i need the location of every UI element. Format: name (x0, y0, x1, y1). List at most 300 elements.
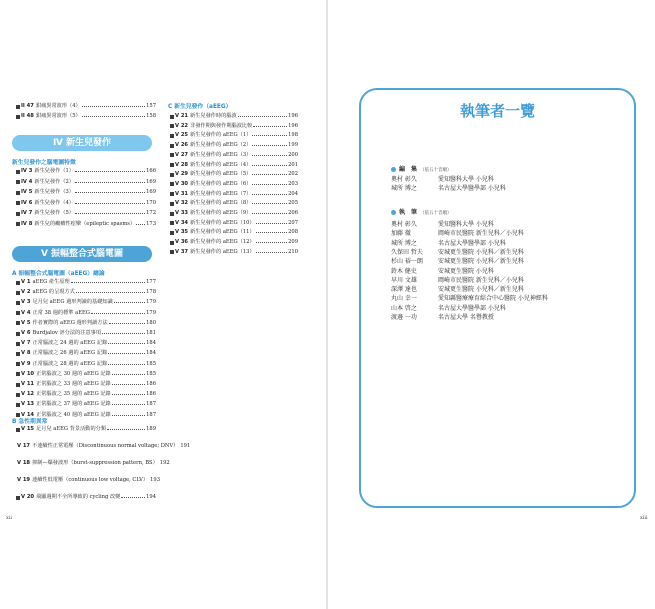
toc-entry-page: 209 (288, 239, 298, 246)
toc-entry-title: 足月兒 aEEG 背景活動的分類 (36, 426, 107, 432)
toc-entry-page: 204 (288, 190, 298, 197)
toc-entry (170, 239, 298, 246)
leader-dots (256, 222, 287, 224)
contributor-row (391, 240, 506, 248)
authors-note: （依五十音順） (420, 211, 452, 216)
square-bullet-icon (16, 311, 20, 315)
toc-entry-code: V 34 (175, 219, 189, 226)
toc-entry (16, 310, 156, 317)
toc-entry-page: 179 (146, 299, 156, 306)
toc-entry-title: 新生兒發作的 aEEG（9） (190, 210, 252, 216)
toc-entry-code: V 2 (21, 289, 31, 296)
leader-dots (136, 223, 145, 225)
toc-entry-title: 正常腦波之 40 週的 aEEG 記錄 (36, 411, 111, 418)
contributor-name: 山本 啓之 (391, 304, 417, 312)
contributor-affiliation: 安城更生醫院 小兒科／新生兒科 (438, 258, 524, 266)
toc-entry-code: V 33 (175, 210, 189, 216)
toc-entry-code: V 36 (175, 239, 189, 246)
square-bullet-icon (16, 222, 20, 226)
square-bullet-icon (16, 301, 20, 305)
toc-entry-title: 新生兒發作（2） (34, 178, 74, 185)
square-bullet-icon (16, 281, 20, 285)
contributor-row (391, 268, 494, 276)
contributor-name: 鈴木 健史 (391, 267, 417, 275)
page-number-left: xii (6, 515, 13, 521)
toc-entry-title: 正常腦波之 33 週的 aEEG 記錄 (36, 381, 111, 387)
leader-dots (112, 403, 145, 405)
toc-entry (16, 361, 156, 368)
contributor-name: 早川 文雄 (391, 276, 417, 284)
leader-dots (252, 202, 287, 204)
toc-entry-page: 185 (146, 370, 156, 377)
toc-entry-title: 新生兒發作的 aEEG（13） (190, 248, 255, 255)
square-bullet-icon (170, 212, 174, 216)
toc-entry-code: V 25 (175, 132, 189, 139)
toc-entry-page: 198 (288, 132, 298, 139)
toc-entry-title: 不連續性正常電壓（Discontinuous normal voltage; DNV） (32, 443, 179, 449)
toc-entry (16, 494, 156, 501)
square-bullet-icon (16, 170, 20, 174)
toc-entry-code: V 22 (175, 122, 189, 129)
page-number-right: xiii (640, 515, 648, 521)
leader-dots (252, 164, 287, 166)
contributor-affiliation: 安城更生醫院 小兒科／新生兒科 (438, 286, 524, 294)
section-v-banner: Ⅴ 振幅整合式腦電圖 (12, 246, 152, 262)
toc-entry-page: 178 (146, 289, 156, 296)
contributors-panel (359, 88, 636, 508)
toc-entry-title: 新生兒發作（1） (34, 168, 74, 174)
square-bullet-icon (170, 144, 174, 148)
toc-entry (170, 210, 298, 217)
toc-entry (16, 426, 156, 433)
leader-dots (112, 393, 145, 395)
leader-dots (252, 134, 287, 136)
toc-entry (16, 210, 156, 217)
square-bullet-icon (170, 182, 174, 186)
toc-entry-code: IV 7 (21, 210, 33, 216)
toc-entry-code: IV 5 (21, 189, 33, 195)
toc-entry-code: V 8 (21, 350, 31, 357)
toc-entry-page: 196 (288, 122, 298, 129)
toc-entry-page: 203 (288, 180, 298, 187)
toc-entry-page: 194 (146, 494, 156, 500)
square-bullet-icon (170, 124, 174, 128)
square-bullet-icon (16, 352, 20, 356)
toc-entry-page: 205 (288, 200, 298, 207)
leader-dots (252, 212, 287, 214)
contributor-row (391, 305, 506, 313)
toc-entry (16, 381, 156, 388)
contributor-name: 渡邊 一功 (391, 314, 417, 321)
toc-entry (170, 162, 298, 169)
square-bullet-icon (16, 191, 20, 195)
toc-entry-title: 正常腦波之 24 週的 aEEG 記錄 (32, 340, 108, 347)
toc-entry (16, 299, 156, 306)
book-spine (326, 0, 328, 609)
contributor-row (391, 230, 524, 238)
toc-entry-title: aEEG 產生原理 (32, 279, 70, 285)
toc-entry (16, 113, 156, 120)
leader-dots (114, 301, 145, 303)
toc-entry-title: 新生兒發作的 aEEG（2） (190, 142, 252, 149)
leader-dots (75, 170, 145, 172)
toc-entry (16, 221, 156, 228)
leader-dots (252, 154, 287, 156)
toc-entry-title: 新生兒發作時的腦波 (190, 113, 237, 119)
square-bullet-icon (16, 212, 20, 216)
toc-entry-code: V 15 (21, 426, 35, 432)
toc-entry-title: 飛顯週期不全所導致的 cycling 改變 (36, 494, 121, 500)
contributor-row (391, 258, 524, 266)
contributor-row (391, 286, 524, 294)
toc-entry (16, 103, 156, 110)
leader-dots (121, 496, 145, 498)
leader-dots (109, 322, 145, 324)
toc-entry-title: Burdjalov 評分法的注意事項 (32, 330, 101, 336)
toc-entry-code: V 11 (21, 381, 35, 387)
toc-entry-code: V 29 (175, 171, 189, 178)
toc-entry-title: 新生兒的癲癇性痙攣（epileptic spasms） (34, 220, 136, 227)
toc-entry-title: 連續性低電壓（continuous low voltage, CLV） (32, 477, 149, 483)
square-bullet-icon (16, 342, 20, 346)
toc-entry (16, 320, 156, 327)
bullet-icon (391, 167, 396, 172)
toc-entry-page: 199 (288, 142, 298, 149)
contributor-affiliation: 名古屋大學醫學部 小兒科 (438, 239, 506, 247)
toc-entry-code: V 6 (21, 330, 31, 336)
toc-entry-code: V 28 (175, 161, 189, 168)
toc-entry (170, 191, 298, 198)
square-bullet-icon (16, 496, 20, 500)
toc-entry (16, 477, 161, 484)
toc-entry-code: V 3 (21, 299, 31, 306)
toc-entry (16, 168, 156, 175)
square-bullet-icon (16, 403, 20, 407)
toc-entry-title: 足月兒 aEEG 週形判讀的基礎知識 (32, 299, 113, 306)
toc-entry-title: 正常腦波之 37 週的 aEEG 記錄 (36, 401, 111, 408)
toc-entry (16, 289, 156, 296)
leader-dots (108, 342, 145, 344)
toc-entry-title: 新生兒發作（4） (34, 199, 74, 206)
toc-entry (170, 132, 298, 139)
toc-entry-page: 177 (146, 279, 156, 285)
contributor-row (391, 249, 524, 257)
square-bullet-icon (170, 221, 174, 225)
toc-entry (16, 200, 156, 207)
contributor-name: 奧村 彰久 (391, 176, 417, 183)
toc-entry-code: IV 3 (21, 168, 33, 174)
contributor-affiliation: 岡崎市民醫院 新生兒科／小兒科 (438, 276, 524, 284)
section-v-subhead-a: A 振幅整合式腦電圖（aEEG）總論 (12, 271, 105, 277)
toc-entry-code: V 18 (17, 460, 31, 466)
leader-dots (75, 181, 145, 183)
square-bullet-icon (16, 383, 20, 387)
section-iv-banner: Ⅳ 新生兒發作 (12, 135, 152, 151)
contributor-row (391, 295, 548, 303)
square-bullet-icon (16, 321, 20, 325)
authors-label: 執 筆 (399, 209, 418, 216)
square-bullet-icon (16, 105, 20, 109)
toc-entry (170, 181, 298, 188)
toc-entry-page: 187 (146, 411, 156, 418)
toc-entry-page: 157 (146, 103, 156, 109)
toc-entry-code: V 13 (21, 401, 35, 408)
square-bullet-icon (170, 192, 174, 196)
leader-dots (108, 352, 145, 354)
editors-note: （依五十音順） (420, 168, 452, 173)
square-bullet-icon (170, 241, 174, 245)
toc-entry-code: V 21 (175, 113, 189, 119)
leader-dots (112, 414, 145, 416)
contributor-name: 久保田 哲夫 (391, 248, 423, 256)
toc-entry-page: 189 (146, 426, 156, 432)
toc-entry (170, 123, 298, 130)
leader-dots (252, 173, 287, 175)
bullet-icon (391, 210, 396, 215)
toc-entry-page: 207 (288, 219, 298, 226)
toc-entry-title: 抑制—爆發波形（burst-suppression pattern, BS） (32, 460, 158, 466)
toc-entry-page: 166 (146, 168, 156, 174)
toc-entry-page: 202 (288, 171, 298, 178)
leader-dots (102, 332, 145, 334)
contributor-name: 丸山 幸一 (391, 295, 417, 303)
toc-entry-title: 正常腦波之 35 週的 aEEG 記錄 (36, 391, 111, 398)
toc-entry-page: 170 (146, 199, 156, 206)
section-v-subhead-b: B 急性期異常 (12, 419, 48, 425)
leader-dots (82, 115, 145, 117)
toc-entry-title: 正常 38 週的標準 aEEG (32, 309, 90, 316)
toc-entry (16, 179, 156, 186)
contributor-affiliation: 名古屋大學醫學部 小兒科 (438, 304, 506, 312)
editors-heading (391, 164, 452, 173)
contributor-row (391, 185, 506, 193)
toc-entry-title: 新生兒發作的 aEEG（4） (190, 161, 252, 168)
toc-entry-title: 鉗痛異常波形（4） (35, 103, 81, 109)
contributor-name: 城所 博之 (391, 239, 417, 247)
square-bullet-icon (170, 231, 174, 235)
leader-dots (112, 373, 145, 375)
square-bullet-icon (16, 115, 20, 119)
square-bullet-icon (16, 428, 20, 432)
toc-entry-title: 正常腦波之 30 週的 aEEG 記錄 (36, 370, 111, 377)
toc-entry (170, 142, 298, 149)
toc-entry (170, 152, 298, 159)
leader-dots (108, 363, 145, 365)
toc-entry (170, 171, 298, 178)
square-bullet-icon (16, 332, 20, 336)
leader-dots (253, 125, 287, 127)
toc-entry-code: V 20 (21, 494, 35, 500)
contributor-affiliation: 安城更生醫院 小兒科／新生兒科 (438, 248, 524, 256)
toc-entry-code: IV 4 (21, 178, 33, 185)
contributors-title: 執筆者一覽 (459, 102, 535, 120)
toc-entry-title: 新生兒發作的 aEEG（12） (190, 239, 255, 246)
toc-entry-title: 新生兒發作（5） (34, 210, 74, 216)
toc-entry-code: II 48 (21, 113, 34, 119)
toc-entry-page: 210 (288, 248, 298, 255)
contributor-affiliation: 岡崎市民醫院 新生兒科／小兒科 (438, 230, 524, 238)
square-bullet-icon (16, 291, 20, 295)
contributor-name: 奧村 彰久 (391, 221, 417, 228)
contributor-name: 深澤 達也 (391, 286, 417, 294)
square-bullet-icon (170, 115, 174, 119)
toc-entry-page: 193 (150, 477, 161, 483)
contributor-row (391, 221, 494, 229)
contributor-affiliation: 愛知醫科大學 小兒科 (438, 221, 494, 228)
section-c-subhead: C 新生兒發作（aEEG） (168, 104, 232, 110)
square-bullet-icon (170, 202, 174, 206)
toc-entry (170, 200, 298, 207)
toc-entry-title: 鉗痛異常波形（5） (35, 113, 81, 119)
leader-dots (256, 251, 287, 253)
toc-entry-code: V 30 (175, 180, 189, 187)
toc-entry-page: 200 (288, 151, 298, 158)
leader-dots (91, 312, 145, 314)
toc-entry-page: 191 (180, 443, 191, 449)
leader-dots (252, 183, 287, 185)
square-bullet-icon (170, 134, 174, 138)
toc-entry-code: V 37 (175, 248, 189, 255)
leader-dots (76, 291, 145, 293)
square-bullet-icon (16, 393, 20, 397)
square-bullet-icon (170, 173, 174, 177)
toc-entry-page: 185 (146, 360, 156, 367)
toc-entry (16, 443, 191, 450)
contributor-row (391, 176, 494, 184)
toc-entry-title: 新生兒發作的 aEEG（1） (190, 132, 252, 139)
toc-entry-code: IV 6 (21, 199, 33, 206)
toc-entry-code: V 32 (175, 200, 189, 207)
toc-entry-title: 非發作期與發作期腦波比較 (190, 122, 253, 129)
toc-entry-page: 181 (146, 330, 156, 336)
square-bullet-icon (170, 250, 174, 254)
contributor-name: 城所 博之 (391, 184, 417, 192)
contributor-affiliation: 名古屋大學醫學部 小兒科 (438, 184, 506, 192)
leader-dots (256, 231, 287, 233)
toc-entry-page: 187 (146, 401, 156, 408)
contributor-affiliation: 愛知醫科大學 小兒科 (438, 176, 494, 183)
square-bullet-icon (16, 201, 20, 205)
toc-entry-page: 169 (146, 189, 156, 195)
toc-entry-title: 正常腦波之 28 週的 aEEG 記錄 (32, 360, 108, 367)
square-bullet-icon (16, 372, 20, 376)
leader-dots (112, 383, 145, 385)
square-bullet-icon (170, 153, 174, 157)
toc-entry-page: 180 (146, 319, 156, 326)
toc-entry (16, 350, 156, 357)
leader-dots (252, 193, 287, 195)
leader-dots (238, 115, 287, 117)
toc-entry-code: V 5 (21, 319, 31, 326)
contributor-affiliation: 名古屋大學 名譽教授 (438, 314, 494, 321)
toc-entry (16, 279, 156, 286)
leader-dots (82, 105, 145, 107)
toc-entry-page: 201 (288, 161, 298, 168)
leader-dots (107, 428, 145, 430)
leader-dots (75, 191, 145, 193)
toc-entry-code: V 26 (175, 142, 189, 149)
toc-entry-code: V 19 (17, 477, 31, 483)
editors-label: 編 集 (399, 166, 418, 173)
toc-entry-page: 158 (146, 113, 156, 119)
toc-entry-code: II 47 (21, 103, 34, 109)
square-bullet-icon (170, 163, 174, 167)
section-iv-subhead: 新生兒發作之腦電圖特徵 (12, 160, 76, 166)
toc-entry-title: aEEG 的呈現方式 (32, 289, 75, 296)
leader-dots (256, 241, 287, 243)
toc-entry-code: V 35 (175, 229, 189, 236)
toc-entry-code: V 27 (175, 151, 189, 158)
toc-entry-code: V 1 (21, 279, 31, 285)
toc-entry-page: 206 (288, 210, 298, 216)
toc-entry-code: IV 8 (21, 220, 33, 227)
toc-entry-page: 186 (146, 381, 156, 387)
toc-entry-page: 173 (146, 220, 156, 227)
toc-entry-code: V 14 (21, 411, 35, 418)
leader-dots (75, 202, 145, 204)
toc-entry-title: 新生兒發作的 aEEG（7） (190, 190, 252, 197)
toc-entry-page: 169 (146, 178, 156, 185)
contributor-affiliation: 安城更生醫院 小兒科 (438, 267, 494, 275)
toc-entry-page: 192 (159, 460, 170, 466)
leader-dots (252, 144, 287, 146)
toc-entry (170, 229, 298, 236)
toc-entry (16, 371, 156, 378)
toc-entry-title: 新生兒發作的 aEEG（6） (190, 180, 252, 187)
square-bullet-icon (16, 362, 20, 366)
toc-entry-code: V 4 (21, 309, 31, 316)
toc-entry-page: 208 (288, 229, 298, 236)
toc-entry-page: 179 (146, 309, 156, 316)
toc-entry-title: 新生兒發作的 aEEG（5） (190, 171, 252, 178)
toc-entry-title: 新生兒發作的 aEEG（8） (190, 200, 252, 207)
toc-entry-title: 新生兒發作的 aEEG（11） (190, 229, 255, 236)
contributor-affiliation: 愛知縣醫療療育綜合中心醫院 小兒神經科 (438, 295, 548, 303)
toc-entry-page: 184 (146, 350, 156, 357)
toc-entry (16, 340, 156, 347)
contributor-row (391, 277, 524, 285)
contributor-name: 杉山 裕一朗 (391, 258, 423, 266)
toc-entry-code: V 12 (21, 391, 35, 398)
leader-dots (71, 281, 145, 283)
toc-entry-page: 196 (288, 113, 298, 119)
contributor-row (391, 314, 494, 322)
square-bullet-icon (16, 180, 20, 184)
toc-entry-page: 186 (146, 391, 156, 398)
toc-entry-title: 新生兒發作的 aEEG（10） (190, 219, 255, 226)
toc-entry-code: V 9 (21, 360, 31, 367)
toc-entry-title: 正常腦波之 26 週的 aEEG 記錄 (32, 350, 108, 357)
toc-entry (16, 330, 156, 337)
toc-entry (170, 249, 298, 256)
toc-entry-code: V 17 (17, 443, 31, 449)
toc-entry-page: 184 (146, 340, 156, 347)
toc-entry (16, 401, 156, 408)
toc-entry (16, 189, 156, 196)
leader-dots (75, 212, 145, 214)
contributor-name: 加藤 徹 (391, 230, 411, 238)
toc-entry (16, 391, 156, 398)
toc-entry-title: 新生兒發作的 aEEG（3） (190, 151, 252, 158)
toc-entry (170, 113, 298, 120)
toc-entry-title: 新生兒發作（3） (34, 189, 74, 195)
toc-entry-code: V 31 (175, 190, 189, 197)
toc-entry-title: 作者實際的 aEEG 週形判讀方法 (32, 319, 108, 326)
toc-entry-code: V 7 (21, 340, 31, 347)
toc-entry-page: 172 (146, 210, 156, 216)
toc-entry-code: V 10 (21, 370, 35, 377)
toc-entry (16, 460, 170, 467)
